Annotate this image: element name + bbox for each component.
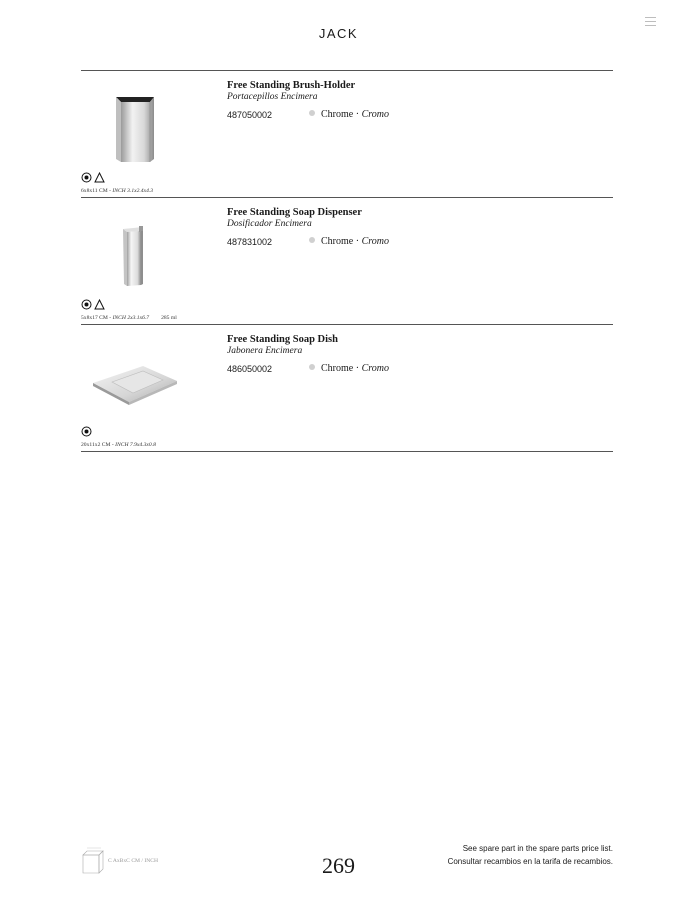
product-code: 487050002 [227,110,273,120]
finish-swatch-icon [309,364,315,370]
page-number: 269 [322,853,355,878]
bullseye-circle-icon [81,299,92,310]
product-symbols [81,172,105,183]
product-dimensions: 6x8x11 CM - INCH 3.1x2.4x4.3 [81,188,154,194]
brush-holder-image [91,85,181,165]
finish-chrome: Chrome · Cromo [309,109,389,120]
product-name: Free Standing Soap Dish [227,334,338,345]
soap-dish-image [91,339,181,419]
spare-parts-note-spanish: Consultar recambios en la tarifa de recambios. [447,857,613,866]
product-symbols [81,299,105,310]
product-card-soap-dispenser [81,198,613,324]
triangle-outline-icon [94,172,105,183]
product-name: Free Standing Soap Dispenser [227,207,362,218]
product-dimensions: 20x11x2 CM - INCH 7.9x4.3x0.8 [81,442,156,448]
soap-dispenser-image [91,212,181,292]
finish-swatch-icon [309,110,315,116]
finish-swatch-icon [309,237,315,243]
product-name-spanish: Jabonera Encimera [227,346,303,356]
dimension-legend: C AxBxC CM / INCH [108,858,159,864]
finish-chrome: Chrome · Cromo [309,363,389,374]
product-code: 486050002 [227,364,273,374]
product-card-soap-dish [81,325,613,451]
product-name-spanish: Portacepillos Encimera [227,92,318,102]
product-symbols [81,426,92,437]
finish-chrome: Chrome · Cromo [309,236,389,247]
bullseye-circle-icon [81,172,92,183]
product-card-brush-holder [81,71,613,197]
product-name: Free Standing Brush-Holder [227,80,356,91]
bullseye-circle-icon [81,426,92,437]
page-title: JACK [318,26,359,41]
product-dimensions: 5x8x17 CM - INCH 2x3.1x6.7 285 ml [81,315,177,321]
hamburger-menu-icon[interactable] [645,17,656,28]
product-code: 487831002 [227,237,273,247]
triangle-outline-icon [94,299,105,310]
product-name-spanish: Dosificador Encimera [227,219,312,229]
section-divider [81,451,613,452]
spare-parts-note-english: See spare part in the spare parts price list. [462,844,613,853]
